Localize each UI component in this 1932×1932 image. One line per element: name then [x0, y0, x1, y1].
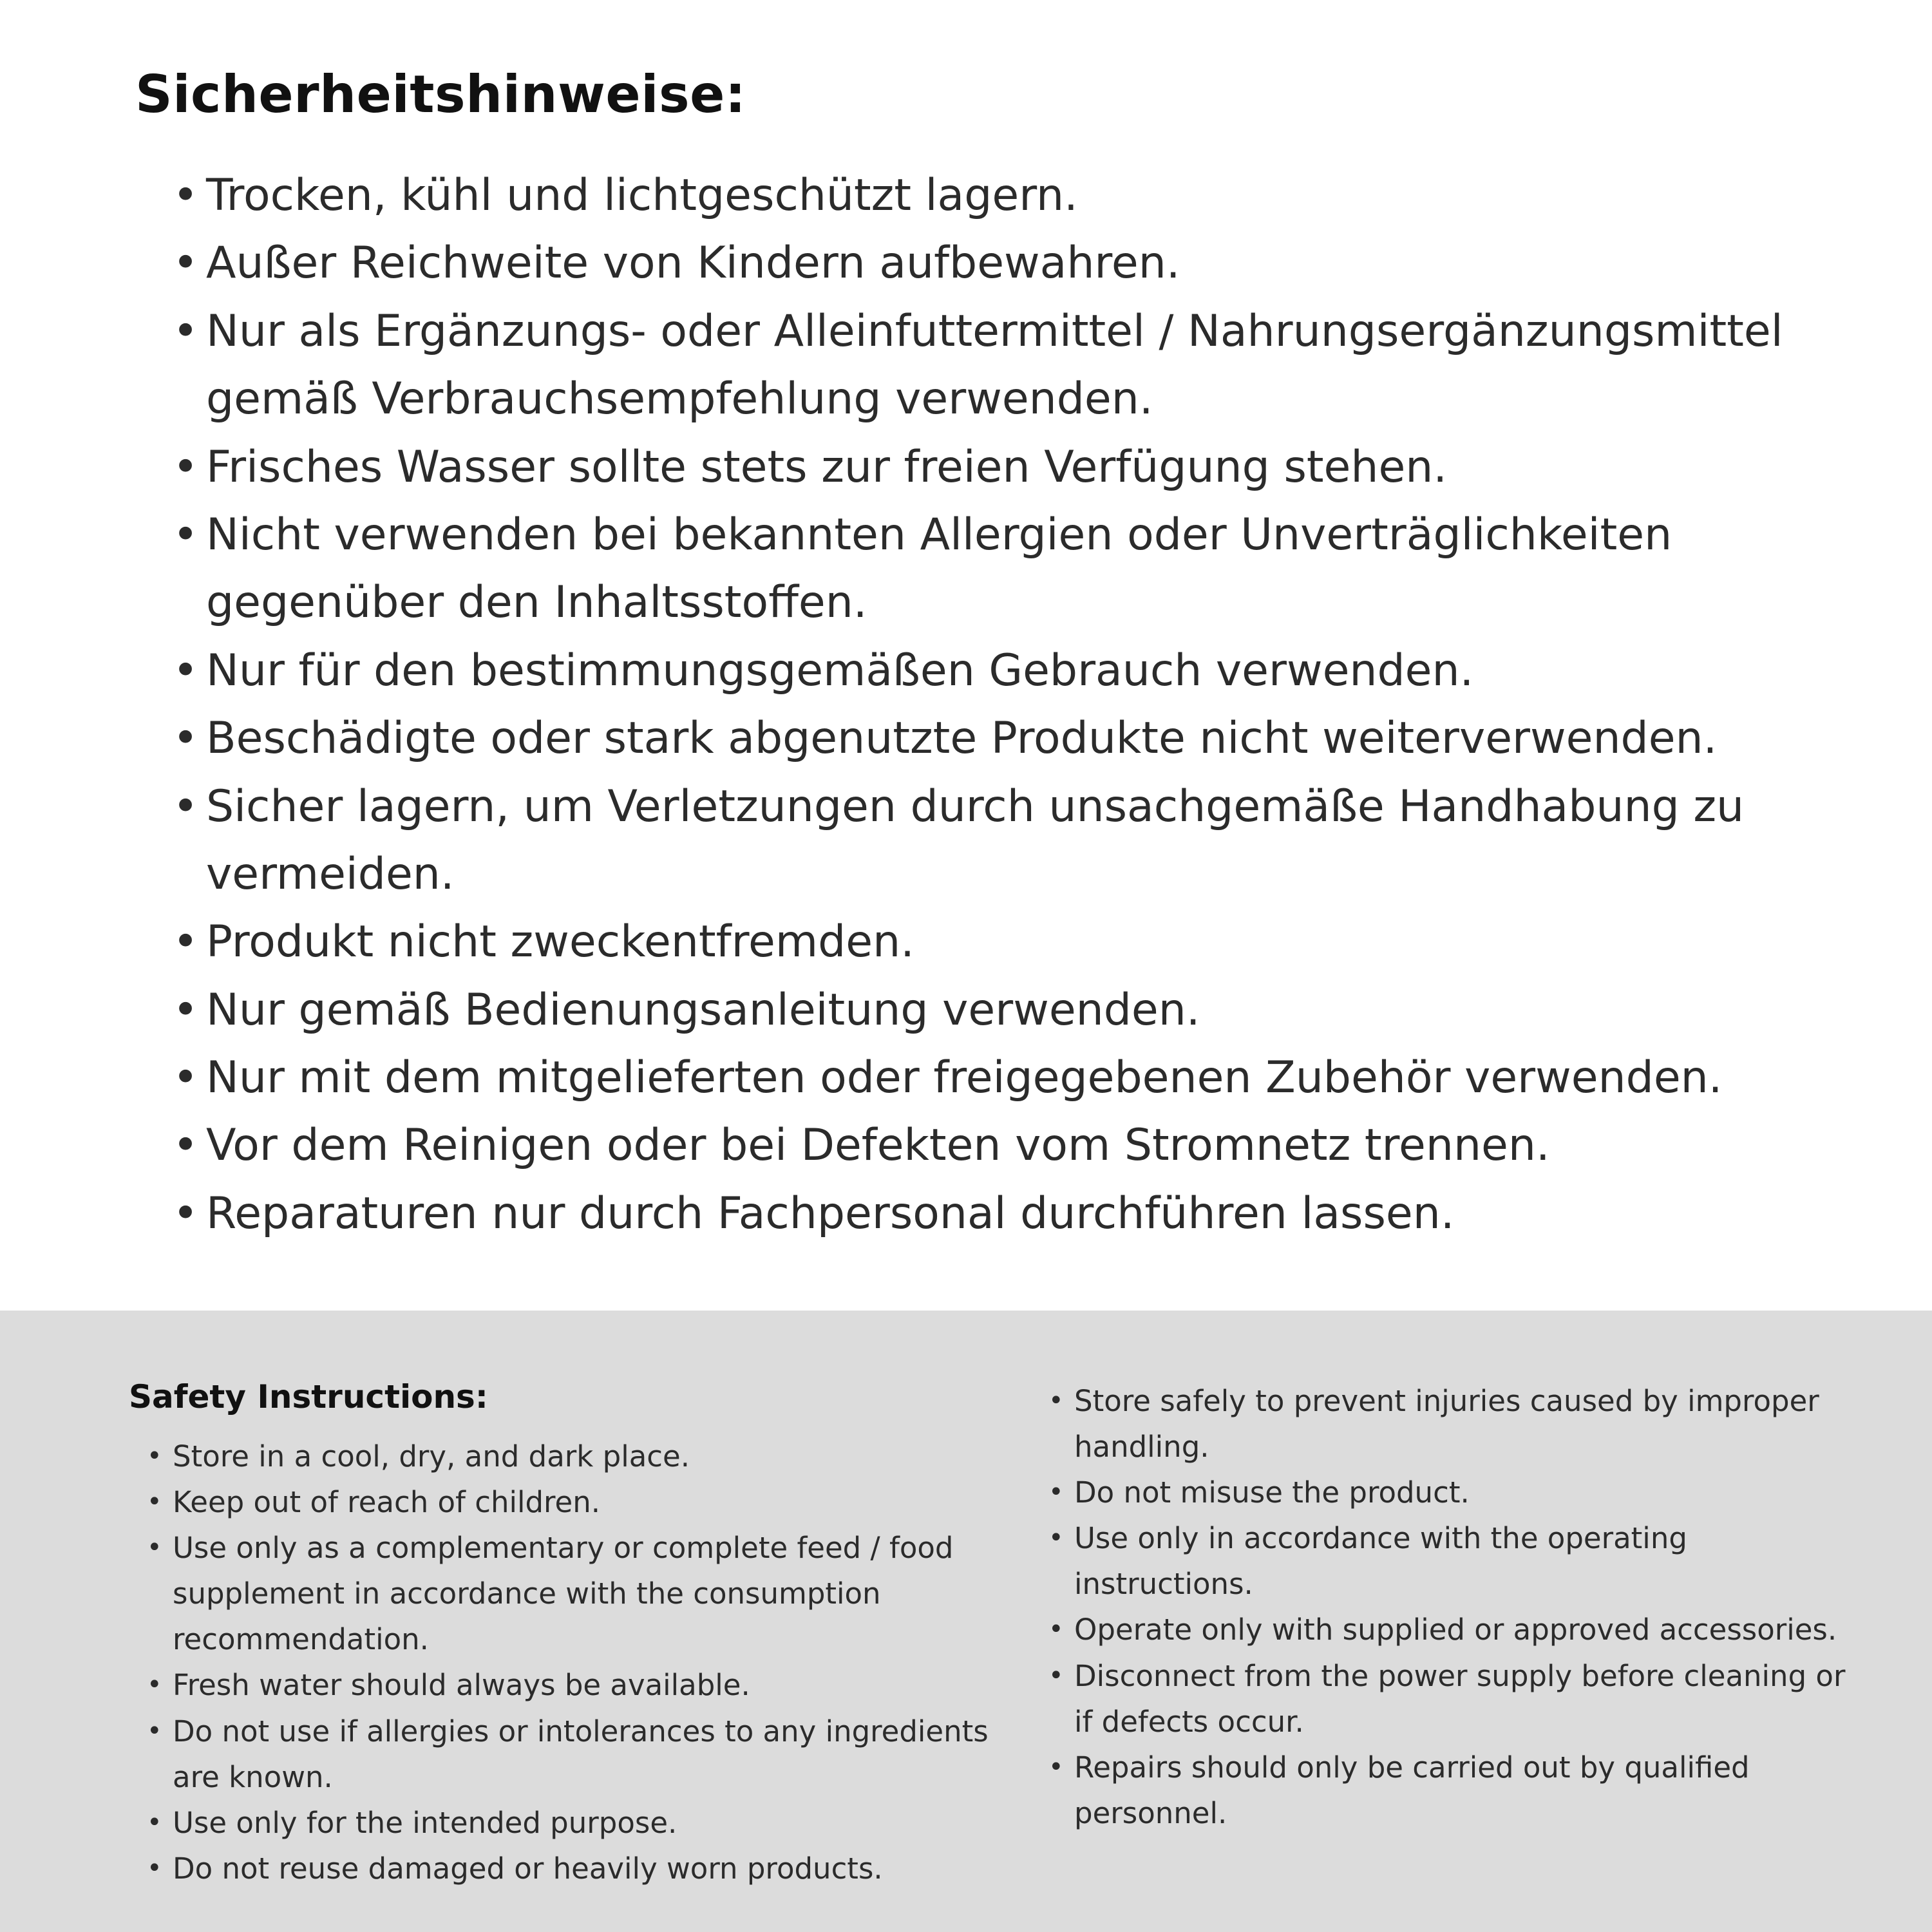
german-safety-item: • Vor dem Reinigen oder bei Defekten vom Stromnetz trennen. — [173, 1112, 1823, 1179]
german-safety-item: • Nur für den bestimmungsgemäßen Gebrauch verwenden. — [173, 637, 1823, 705]
german-safety-item: • Nicht verwenden bei bekannten Allergien oder Unverträglichkeiten gegenüber den Inhaltsstoffen. — [173, 501, 1823, 637]
english-safety-section — [0, 1311, 1932, 1932]
english-safety-item: • Fresh water should always be available. — [147, 1662, 1030, 1708]
english-safety-item: • Store in a cool, dry, and dark place. — [147, 1434, 1030, 1479]
german-safety-item: • Nur gemäß Bedienungsanleitung verwenden. — [173, 976, 1823, 1044]
german-safety-item: • Beschädigte oder stark abgenutzte Produkte nicht weiterverwenden. — [173, 705, 1823, 772]
english-right-column — [1030, 1378, 1848, 1932]
english-safety-item: • Use only in accordance with the operating instructions. — [1048, 1515, 1848, 1607]
english-safety-item: • Operate only with supplied or approved accessories. — [1048, 1607, 1848, 1653]
german-safety-list — [135, 162, 1823, 1247]
english-section-title: Safety Instructions: — [129, 1378, 488, 1416]
german-safety-item: • Sicher lagern, um Verletzungen durch unsachgemäße Handhabung zu vermeiden. — [173, 773, 1823, 909]
german-safety-item: • Außer Reichweite von Kindern aufbewahren. — [173, 229, 1823, 297]
english-safety-item: • Keep out of reach of children. — [147, 1479, 1030, 1525]
english-safety-item: • Use only for the intended purpose. — [147, 1800, 1030, 1846]
english-safety-item: • Do not reuse damaged or heavily worn products. — [147, 1846, 1030, 1891]
english-safety-list-left — [129, 1434, 1030, 1891]
german-section-title: Sicherheitshinweise: — [135, 64, 746, 124]
german-safety-item: • Trocken, kühl und lichtgeschützt lagern. — [173, 162, 1823, 229]
english-safety-item: • Disconnect from the power supply before cleaning or if defects occur. — [1048, 1653, 1848, 1745]
german-safety-item: • Produkt nicht zweckentfremden. — [173, 908, 1823, 976]
english-safety-item: • Store safely to prevent injuries caused by improper handling. — [1048, 1378, 1848, 1470]
german-safety-item: • Frisches Wasser sollte stets zur freien Verfügung stehen. — [173, 433, 1823, 501]
german-safety-item: • Nur mit dem mitgelieferten oder freigegebenen Zubehör verwenden. — [173, 1044, 1823, 1112]
english-safety-item: • Use only as a complementary or complete feed / food supplement in accordance with the consumption recommendation. — [147, 1525, 1030, 1662]
english-safety-item: • Do not misuse the product. — [1048, 1470, 1848, 1515]
english-safety-item: • Repairs should only be carried out by qualified personnel. — [1048, 1745, 1848, 1836]
german-safety-item: • Nur als Ergänzungs- oder Alleinfuttermittel / Nahrungsergänzungsmittel gemäß Verbrauchsempfehlung verwenden. — [173, 298, 1823, 433]
english-safety-item: • Do not use if allergies or intolerances to any ingredients are known. — [147, 1709, 1030, 1800]
german-safety-item: • Reparaturen nur durch Fachpersonal durchführen lassen. — [173, 1180, 1823, 1247]
english-left-column — [129, 1378, 1030, 1932]
english-safety-list-right — [1030, 1378, 1848, 1836]
